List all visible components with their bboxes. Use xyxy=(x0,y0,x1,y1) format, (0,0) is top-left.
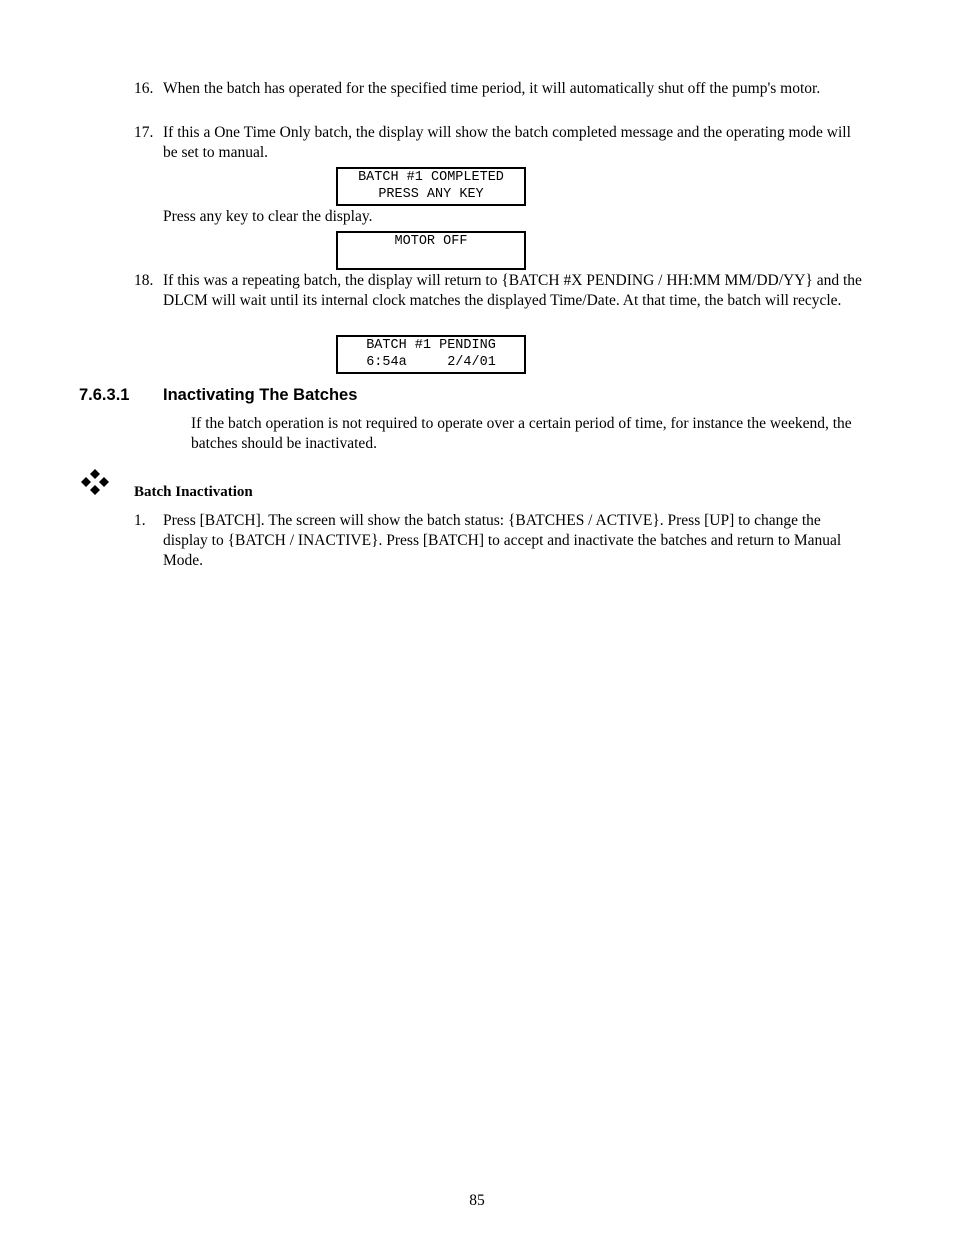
step-text: If this was a repeating batch, the display will return to {BATCH #X PENDING / HH:MM MM/DD/YY} and the DLCM will wait until its internal clock matches the displayed Time/Date. At that time, the batch will recycle. xyxy=(163,272,862,309)
section-title: Inactivating The Batches xyxy=(163,386,358,404)
list-item xyxy=(134,79,864,119)
page-number: 85 xyxy=(469,1192,485,1209)
lcd-line-1: MOTOR OFF xyxy=(394,234,468,249)
section-paragraph: If the batch operation is not required to operate over a certain period of time, for instance the weekend, the batches should be inactivated. xyxy=(191,415,852,452)
step-number: 18. xyxy=(134,272,154,289)
four-diamonds-icon xyxy=(81,469,111,499)
lcd-display-motor-off xyxy=(336,231,526,270)
lcd-display-pending xyxy=(336,335,526,374)
step-number: 16. xyxy=(134,80,154,97)
step-number: 17. xyxy=(134,124,154,141)
step-number: 1. xyxy=(134,512,146,529)
list-item xyxy=(134,511,864,571)
lcd-line-2: 6:54a 2/4/01 xyxy=(366,355,496,370)
step-text: Press [BATCH]. The screen will show the batch status: {BATCHES / ACTIVE}. Press [UP] to change the display to {BATCH / INACTIVE}. Press [BATCH] to accept and inactivate the batches and return to Manual Mode. xyxy=(163,512,842,569)
lcd-display-completed xyxy=(336,167,526,206)
step-text: If this a One Time Only batch, the display will show the batch completed message and the operating mode will be set to manual. xyxy=(163,124,851,161)
lcd-line-1: BATCH #1 COMPLETED xyxy=(358,170,504,185)
lcd-line-2 xyxy=(338,250,524,267)
step-text: When the batch has operated for the specified time period, it will automatically shut off the pump's motor. xyxy=(163,80,821,97)
lcd-line-1: BATCH #1 PENDING xyxy=(366,338,496,353)
lcd-line-2: PRESS ANY KEY xyxy=(378,187,484,202)
procedure-title: Batch Inactivation xyxy=(134,484,253,500)
list-item xyxy=(134,123,864,163)
instruction-text: Press any key to clear the display. xyxy=(163,208,373,225)
section-number: 7.6.3.1 xyxy=(79,386,130,404)
list-item xyxy=(134,271,864,331)
